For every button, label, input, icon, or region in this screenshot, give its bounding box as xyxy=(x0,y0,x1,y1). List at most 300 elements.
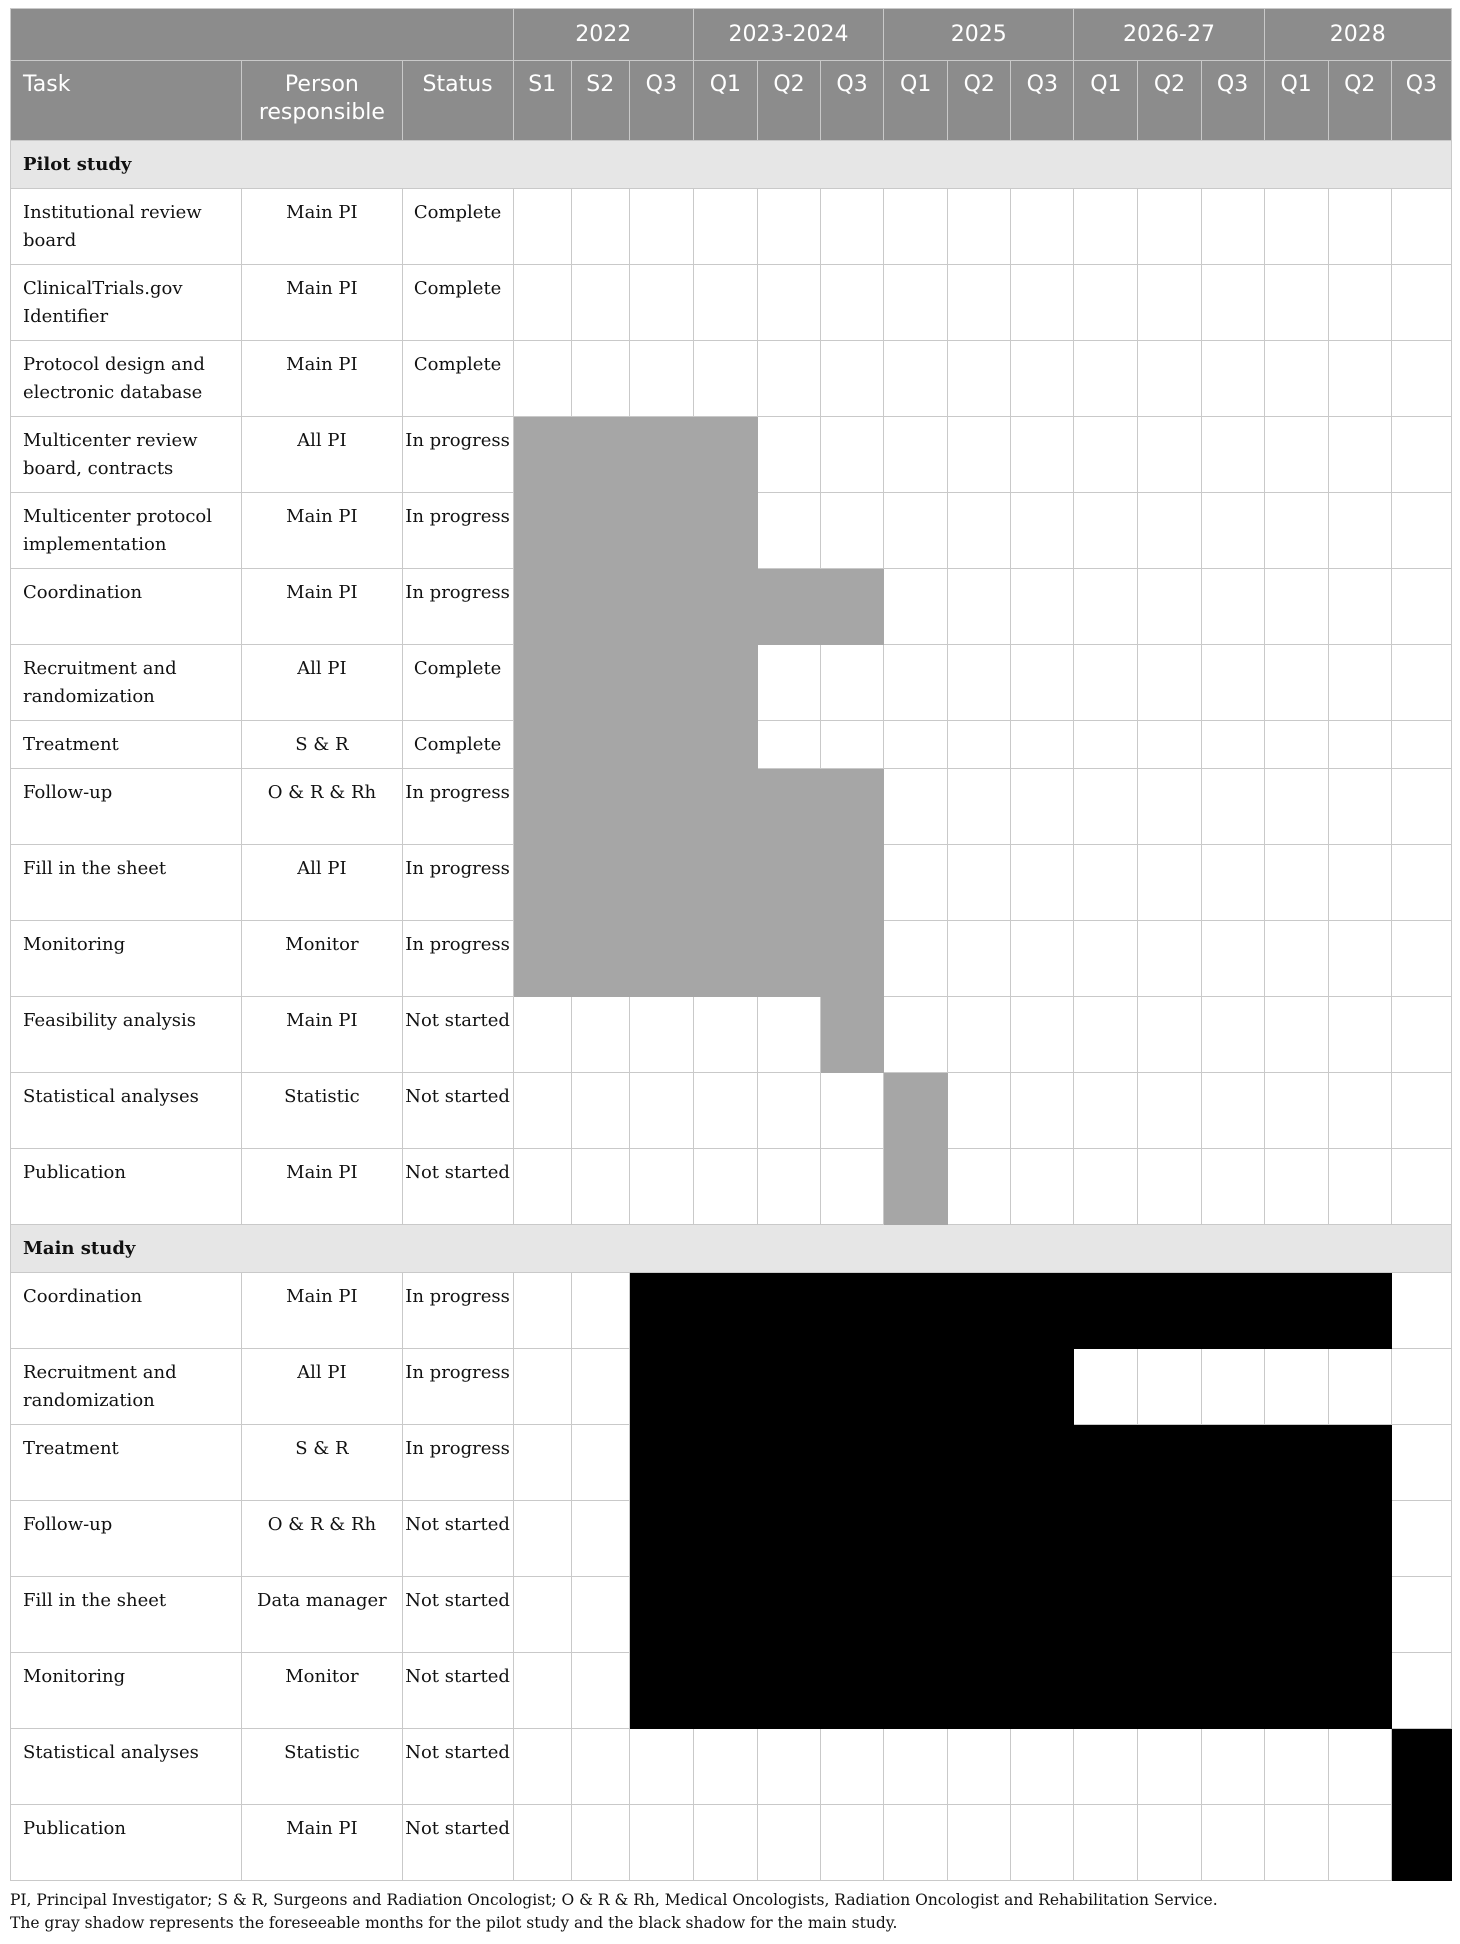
timeline-cell xyxy=(948,417,1011,493)
timeline-cell xyxy=(1138,845,1201,921)
timeline-cell-filled xyxy=(693,569,757,645)
timeline-cell-filled xyxy=(1138,1577,1201,1653)
timeline-cell xyxy=(757,265,820,341)
timeline-cell-filled xyxy=(513,921,571,997)
task-name-cell: Treatment xyxy=(11,1425,242,1501)
status-cell: Complete xyxy=(402,645,513,721)
timeline-cell xyxy=(1201,845,1264,921)
timeline-cell xyxy=(571,1349,629,1425)
timeline-cell-filled xyxy=(821,769,884,845)
timeline-cell xyxy=(1138,265,1201,341)
timeline-cell xyxy=(1201,569,1264,645)
timeline-cell-filled xyxy=(693,1577,757,1653)
timeline-cell xyxy=(1264,1805,1328,1881)
timeline-cell xyxy=(1201,493,1264,569)
person-responsible-cell: Statistic xyxy=(242,1729,402,1805)
timeline-cell xyxy=(1391,921,1451,997)
table-row xyxy=(11,769,1452,845)
timeline-cell xyxy=(1011,769,1074,845)
table-row xyxy=(11,1425,1452,1501)
person-column-header: Person responsible xyxy=(242,61,402,141)
timeline-cell xyxy=(1328,493,1391,569)
timeline-cell xyxy=(1074,1805,1138,1881)
timeline-cell-filled xyxy=(571,721,629,769)
timeline-cell-filled xyxy=(629,769,693,845)
timeline-cell-filled xyxy=(1074,1577,1138,1653)
timeline-cell xyxy=(948,341,1011,417)
timeline-cell-filled xyxy=(1074,1273,1138,1349)
timeline-cell xyxy=(1138,1805,1201,1881)
timeline-cell xyxy=(1138,1729,1201,1805)
timeline-cell-filled xyxy=(629,417,693,493)
timeline-cell-filled xyxy=(629,645,693,721)
timeline-cell-filled xyxy=(1074,1501,1138,1577)
timeline-cell-filled xyxy=(629,721,693,769)
timeline-cell-filled xyxy=(1074,1653,1138,1729)
timeline-cell xyxy=(1074,645,1138,721)
timeline-cell xyxy=(693,997,757,1073)
period-header: S1 xyxy=(513,61,571,141)
timeline-cell xyxy=(1328,997,1391,1073)
timeline-cell xyxy=(821,265,884,341)
timeline-cell xyxy=(1391,1425,1451,1501)
table-row xyxy=(11,1149,1452,1225)
timeline-cell xyxy=(1201,721,1264,769)
timeline-cell xyxy=(1074,569,1138,645)
table-header xyxy=(11,9,1452,141)
timeline-cell-filled xyxy=(1264,1577,1328,1653)
timeline-cell xyxy=(571,189,629,265)
timeline-cell xyxy=(821,1149,884,1225)
task-column-header: Task xyxy=(11,61,242,141)
timeline-cell-filled xyxy=(629,1577,693,1653)
timeline-cell xyxy=(757,1149,820,1225)
status-cell: In progress xyxy=(402,417,513,493)
timeline-cell-filled xyxy=(757,1501,820,1577)
task-name-cell: Statistical analyses xyxy=(11,1073,242,1149)
status-cell: Complete xyxy=(402,189,513,265)
timeline-cell xyxy=(1328,721,1391,769)
period-header: Q3 xyxy=(629,61,693,141)
timeline-cell xyxy=(1138,1349,1201,1425)
person-responsible-cell: All PI xyxy=(242,845,402,921)
table-row xyxy=(11,1729,1452,1805)
timeline-cell-filled xyxy=(571,645,629,721)
timeline-cell xyxy=(1074,341,1138,417)
timeline-cell-filled xyxy=(948,1425,1011,1501)
person-responsible-cell: S & R xyxy=(242,721,402,769)
timeline-cell xyxy=(513,1073,571,1149)
timeline-cell-filled xyxy=(884,1273,948,1349)
timeline-cell-filled xyxy=(884,1073,948,1149)
task-name-cell: Fill in the sheet xyxy=(11,845,242,921)
timeline-cell xyxy=(1264,645,1328,721)
timeline-cell xyxy=(1011,1729,1074,1805)
timeline-cell xyxy=(1138,645,1201,721)
timeline-cell xyxy=(571,997,629,1073)
timeline-cell xyxy=(1138,721,1201,769)
timeline-cell xyxy=(948,569,1011,645)
timeline-cell xyxy=(948,769,1011,845)
timeline-cell xyxy=(513,1349,571,1425)
timeline-cell xyxy=(1074,769,1138,845)
timeline-cell-filled xyxy=(757,1349,820,1425)
timeline-cell xyxy=(757,189,820,265)
timeline-cell-filled xyxy=(1011,1273,1074,1349)
timeline-cell-filled xyxy=(513,645,571,721)
timeline-cell xyxy=(1391,569,1451,645)
timeline-cell xyxy=(757,1805,820,1881)
status-cell: Not started xyxy=(402,1073,513,1149)
timeline-cell xyxy=(513,265,571,341)
period-header: Q1 xyxy=(1264,61,1328,141)
timeline-cell xyxy=(1138,1073,1201,1149)
timeline-cell xyxy=(884,417,948,493)
timeline-cell xyxy=(513,1273,571,1349)
timeline-cell xyxy=(757,1729,820,1805)
task-name-cell: Monitoring xyxy=(11,921,242,997)
timeline-cell-filled xyxy=(948,1349,1011,1425)
timeline-cell xyxy=(1011,189,1074,265)
timeline-cell-filled xyxy=(571,769,629,845)
status-cell: In progress xyxy=(402,769,513,845)
person-responsible-cell: O & R & Rh xyxy=(242,769,402,845)
timeline-cell xyxy=(1391,1349,1451,1425)
timeline-cell-filled xyxy=(629,1501,693,1577)
timeline-cell-filled xyxy=(1264,1273,1328,1349)
status-cell: Not started xyxy=(402,1149,513,1225)
timeline-cell-filled xyxy=(629,493,693,569)
table-row xyxy=(11,645,1452,721)
timeline-cell-filled xyxy=(821,1577,884,1653)
timeline-cell xyxy=(1391,265,1451,341)
timeline-cell-filled xyxy=(821,845,884,921)
timeline-cell xyxy=(513,189,571,265)
timeline-cell xyxy=(948,493,1011,569)
task-name-cell: ClinicalTrials.gov Identifier xyxy=(11,265,242,341)
timeline-cell xyxy=(1328,1149,1391,1225)
timeline-cell xyxy=(1328,845,1391,921)
timeline-cell-filled xyxy=(757,569,820,645)
timeline-cell-filled xyxy=(1264,1425,1328,1501)
person-responsible-cell: Data manager xyxy=(242,1577,402,1653)
timeline-cell xyxy=(884,845,948,921)
timeline-cell xyxy=(571,1577,629,1653)
section-row xyxy=(11,141,1452,189)
timeline-cell xyxy=(1391,997,1451,1073)
timeline-cell-filled xyxy=(1011,1349,1074,1425)
timeline-cell xyxy=(1391,645,1451,721)
timeline-cell xyxy=(693,189,757,265)
status-cell: Complete xyxy=(402,721,513,769)
timeline-cell-filled xyxy=(513,721,571,769)
timeline-cell xyxy=(1138,189,1201,265)
timeline-cell-filled xyxy=(757,845,820,921)
gantt-table xyxy=(10,8,1452,1881)
status-cell: Not started xyxy=(402,1653,513,1729)
timeline-cell xyxy=(821,645,884,721)
task-name-cell: Coordination xyxy=(11,569,242,645)
timeline-cell-filled xyxy=(757,1653,820,1729)
timeline-cell-filled xyxy=(513,417,571,493)
timeline-cell-filled xyxy=(821,1425,884,1501)
timeline-cell-filled xyxy=(693,1501,757,1577)
task-name-cell: Monitoring xyxy=(11,1653,242,1729)
section-title: Pilot study xyxy=(11,141,1452,189)
timeline-cell xyxy=(821,721,884,769)
timeline-cell xyxy=(884,569,948,645)
timeline-cell xyxy=(1328,189,1391,265)
person-responsible-cell: O & R & Rh xyxy=(242,1501,402,1577)
timeline-cell xyxy=(757,997,820,1073)
person-responsible-cell: Monitor xyxy=(242,1653,402,1729)
timeline-cell xyxy=(1074,265,1138,341)
timeline-cell-filled xyxy=(629,1653,693,1729)
timeline-cell xyxy=(1074,997,1138,1073)
timeline-cell xyxy=(629,1805,693,1881)
period-header: Q1 xyxy=(1074,61,1138,141)
period-header: Q3 xyxy=(821,61,884,141)
timeline-cell xyxy=(884,1729,948,1805)
timeline-cell xyxy=(1011,645,1074,721)
timeline-cell xyxy=(571,265,629,341)
timeline-cell xyxy=(821,189,884,265)
timeline-cell xyxy=(884,1805,948,1881)
table-row xyxy=(11,1501,1452,1577)
year-header-row xyxy=(11,9,1452,61)
timeline-cell-filled xyxy=(1201,1425,1264,1501)
year-header: 2025 xyxy=(884,9,1074,61)
person-responsible-cell: Main PI xyxy=(242,1149,402,1225)
timeline-cell-filled xyxy=(884,1425,948,1501)
timeline-cell xyxy=(513,1729,571,1805)
timeline-cell xyxy=(1391,189,1451,265)
footnote-shading-legend: The gray shadow represents the foreseeable months for the pilot study and the black shadow for the main study. xyxy=(10,1914,898,1932)
timeline-cell xyxy=(821,1073,884,1149)
timeline-cell xyxy=(948,1149,1011,1225)
timeline-cell-filled xyxy=(757,921,820,997)
timeline-cell-filled xyxy=(821,1349,884,1425)
timeline-cell-filled xyxy=(693,493,757,569)
timeline-cell-filled xyxy=(571,845,629,921)
timeline-cell xyxy=(884,265,948,341)
timeline-cell-filled xyxy=(693,1273,757,1349)
person-responsible-cell: Main PI xyxy=(242,1805,402,1881)
task-name-cell: Statistical analyses xyxy=(11,1729,242,1805)
timeline-cell xyxy=(1264,265,1328,341)
timeline-cell xyxy=(1074,1073,1138,1149)
timeline-cell-filled xyxy=(1201,1501,1264,1577)
timeline-cell xyxy=(1011,493,1074,569)
timeline-cell-filled xyxy=(629,1273,693,1349)
timeline-cell xyxy=(1138,569,1201,645)
timeline-cell-filled xyxy=(1328,1653,1391,1729)
timeline-cell xyxy=(1391,1501,1451,1577)
timeline-cell-filled xyxy=(513,569,571,645)
timeline-cell xyxy=(1264,921,1328,997)
year-header: 2022 xyxy=(513,9,693,61)
timeline-cell-filled xyxy=(629,845,693,921)
timeline-cell xyxy=(821,341,884,417)
timeline-cell xyxy=(821,493,884,569)
timeline-cell-filled xyxy=(1201,1653,1264,1729)
timeline-cell-filled xyxy=(948,1653,1011,1729)
status-cell: Not started xyxy=(402,1805,513,1881)
timeline-cell xyxy=(571,1149,629,1225)
period-header: Q1 xyxy=(884,61,948,141)
timeline-cell-filled xyxy=(948,1577,1011,1653)
timeline-cell xyxy=(1138,417,1201,493)
status-cell: In progress xyxy=(402,493,513,569)
table-row xyxy=(11,1349,1452,1425)
table-row xyxy=(11,1577,1452,1653)
timeline-cell-filled xyxy=(513,493,571,569)
timeline-cell xyxy=(1011,1149,1074,1225)
task-name-cell: Protocol design and electronic database xyxy=(11,341,242,417)
timeline-cell xyxy=(1328,1073,1391,1149)
status-cell: Complete xyxy=(402,341,513,417)
table-row xyxy=(11,1073,1452,1149)
timeline-cell-filled xyxy=(571,569,629,645)
task-name-cell: Multicenter protocol implementation xyxy=(11,493,242,569)
timeline-cell xyxy=(1391,341,1451,417)
timeline-cell xyxy=(629,189,693,265)
table-row xyxy=(11,1653,1452,1729)
timeline-cell xyxy=(1201,1729,1264,1805)
timeline-cell xyxy=(629,341,693,417)
person-responsible-cell: Main PI xyxy=(242,265,402,341)
timeline-cell-filled xyxy=(1138,1501,1201,1577)
timeline-cell-filled xyxy=(1391,1729,1451,1805)
timeline-cell xyxy=(1264,721,1328,769)
timeline-cell-filled xyxy=(693,769,757,845)
timeline-cell xyxy=(821,1805,884,1881)
person-responsible-cell: Monitor xyxy=(242,921,402,997)
timeline-cell xyxy=(948,645,1011,721)
person-responsible-cell: All PI xyxy=(242,417,402,493)
timeline-cell xyxy=(693,1073,757,1149)
timeline-cell xyxy=(1328,341,1391,417)
table-row xyxy=(11,417,1452,493)
timeline-cell xyxy=(1328,645,1391,721)
section-title: Main study xyxy=(11,1225,1452,1273)
status-cell: Complete xyxy=(402,265,513,341)
timeline-cell xyxy=(571,1729,629,1805)
timeline-cell-filled xyxy=(821,997,884,1073)
timeline-cell-filled xyxy=(629,1425,693,1501)
timeline-cell-filled xyxy=(629,569,693,645)
timeline-cell xyxy=(693,341,757,417)
timeline-cell xyxy=(1391,1653,1451,1729)
timeline-cell xyxy=(884,493,948,569)
timeline-cell xyxy=(884,921,948,997)
timeline-cell-filled xyxy=(693,1653,757,1729)
timeline-cell xyxy=(693,1729,757,1805)
timeline-cell-filled xyxy=(821,1273,884,1349)
task-name-cell: Follow-up xyxy=(11,769,242,845)
section-row xyxy=(11,1225,1452,1273)
table-row xyxy=(11,189,1452,265)
status-cell: In progress xyxy=(402,1273,513,1349)
timeline-cell xyxy=(629,265,693,341)
timeline-cell xyxy=(1074,417,1138,493)
task-name-cell: Multicenter review board, contracts xyxy=(11,417,242,493)
timeline-cell-filled xyxy=(1011,1653,1074,1729)
timeline-cell xyxy=(948,921,1011,997)
timeline-cell xyxy=(571,1425,629,1501)
timeline-cell xyxy=(1391,1577,1451,1653)
timeline-cell xyxy=(1264,1729,1328,1805)
timeline-cell xyxy=(757,645,820,721)
timeline-cell xyxy=(757,417,820,493)
task-name-cell: Coordination xyxy=(11,1273,242,1349)
timeline-cell xyxy=(948,189,1011,265)
timeline-cell xyxy=(948,997,1011,1073)
timeline-cell xyxy=(1201,997,1264,1073)
timeline-cell xyxy=(1201,1805,1264,1881)
timeline-cell xyxy=(693,1149,757,1225)
table-row xyxy=(11,341,1452,417)
timeline-cell xyxy=(693,1805,757,1881)
gantt-figure xyxy=(10,8,1452,1935)
status-cell: Not started xyxy=(402,997,513,1073)
timeline-cell xyxy=(1264,341,1328,417)
timeline-cell-filled xyxy=(1264,1653,1328,1729)
table-row xyxy=(11,921,1452,997)
timeline-cell xyxy=(1264,997,1328,1073)
timeline-cell-filled xyxy=(1074,1425,1138,1501)
timeline-cell xyxy=(1074,1349,1138,1425)
timeline-cell xyxy=(1264,569,1328,645)
timeline-cell xyxy=(1011,845,1074,921)
year-header: 2028 xyxy=(1264,9,1451,61)
timeline-cell-filled xyxy=(821,569,884,645)
timeline-cell xyxy=(1011,569,1074,645)
person-responsible-cell: Main PI xyxy=(242,341,402,417)
person-responsible-cell: All PI xyxy=(242,1349,402,1425)
timeline-cell xyxy=(693,265,757,341)
timeline-cell xyxy=(757,341,820,417)
table-row xyxy=(11,1273,1452,1349)
timeline-cell xyxy=(1074,921,1138,997)
timeline-cell xyxy=(513,1577,571,1653)
person-responsible-cell: Main PI xyxy=(242,997,402,1073)
timeline-cell xyxy=(1201,189,1264,265)
timeline-cell xyxy=(1138,921,1201,997)
period-header: Q2 xyxy=(1328,61,1391,141)
timeline-cell-filled xyxy=(884,1349,948,1425)
timeline-cell xyxy=(1201,265,1264,341)
timeline-cell xyxy=(513,1653,571,1729)
timeline-cell xyxy=(513,997,571,1073)
task-name-cell: Publication xyxy=(11,1149,242,1225)
table-row xyxy=(11,265,1452,341)
timeline-cell xyxy=(1264,769,1328,845)
timeline-cell xyxy=(1138,341,1201,417)
period-header: Q3 xyxy=(1391,61,1451,141)
timeline-cell xyxy=(1201,1149,1264,1225)
timeline-cell-filled xyxy=(757,1577,820,1653)
period-header: Q2 xyxy=(948,61,1011,141)
person-responsible-cell: Main PI xyxy=(242,569,402,645)
timeline-cell xyxy=(884,341,948,417)
timeline-cell xyxy=(513,1805,571,1881)
timeline-cell-filled xyxy=(757,1273,820,1349)
timeline-cell xyxy=(1328,569,1391,645)
timeline-cell xyxy=(1201,921,1264,997)
timeline-cell xyxy=(1074,1149,1138,1225)
person-responsible-cell: Statistic xyxy=(242,1073,402,1149)
